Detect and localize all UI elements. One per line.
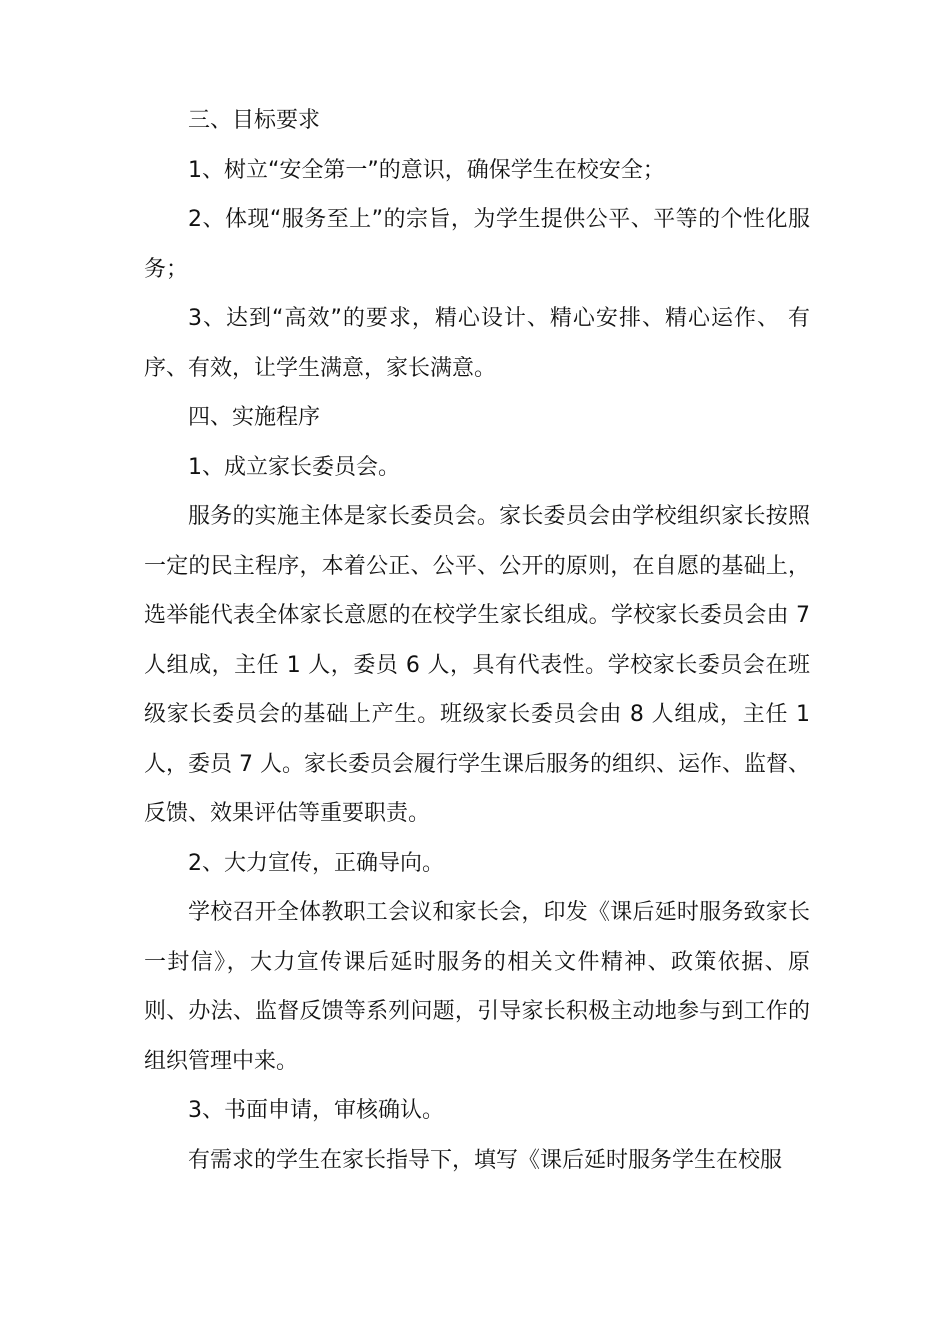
goal-item-1: 1、树立“安全第一”的意识，确保学生在校安全；	[188, 157, 665, 183]
section-heading-goals: 三、目标要求	[188, 108, 321, 133]
procedure-step-1-body: 服务的实施主体是家长委员会。家长委员会由学校组织家长按照一定的民主程序，本着公正、公平、公开的原则，在自愿的基础上，选举能代表全体家长意愿的在校学生家长组成。学校家长委员会由 7 人组成，主任 1 人，委员 6 人，具有代表性。学校家长委员会在班级家长委员会的基础上产生。班级家长委员会由 8 人组成，主任 1 人，委员 7 人。家长委员会履行学生课后服务的组织、运作、监督、反馈、效果评估等重要职责。	[144, 504, 810, 826]
procedure-step-2-heading: 2、大力宣传，正确导向。	[188, 850, 444, 876]
section-heading-procedure: 四、实施程序	[188, 405, 321, 430]
procedure-step-3-heading: 3、书面申请，审核确认。	[188, 1098, 444, 1123]
procedure-step-1-heading: 1、成立家长委员会。	[188, 454, 400, 480]
document-body	[144, 96, 810, 1185]
goal-item-3: 3、达到“高效”的要求，精心设计、精心安排、精心运作、 有序、有效，让学生满意，家长满意。	[144, 306, 810, 381]
procedure-step-2-body: 学校召开全体教职工会议和家长会，印发《课后延时服务致家长一封信》，大力宣传课后延时服务的相关文件精神、政策依据、原则、办法、监督反馈等系列问题，引导家长积极主动地参与到工作的组织管理中来。	[144, 900, 810, 1074]
goal-item-2: 2、体现“服务至上”的宗旨，为学生提供公平、平等的个性化服务；	[144, 207, 810, 282]
procedure-step-3-body: 有需求的学生在家长指导下，填写《课后延时服务学生在校服	[188, 1147, 783, 1173]
